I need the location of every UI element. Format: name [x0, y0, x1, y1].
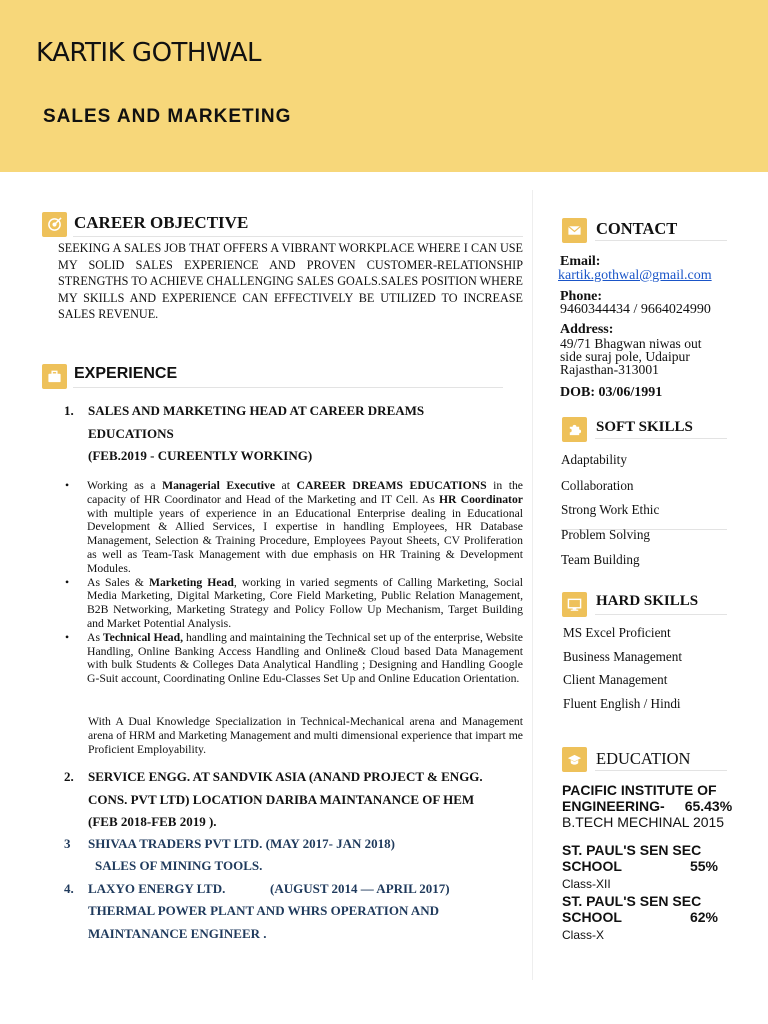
job-4-period: (AUGUST 2014 — APRIL 2017)	[270, 881, 450, 896]
career-objective-heading: CAREER OBJECTIVE	[74, 213, 249, 232]
list-item: • As Sales & Marketing Head, working in varied segments of Calling Marketing, Social Media Marketing, Digital Marketing, Core Field Marketing, Public Relation Management, B2B Networking, Marketing Strategy and Policy Follow Up Mechanism, Target Building and Market Potential Analysis.	[63, 576, 523, 631]
monitor-icon	[562, 592, 587, 617]
job-2-title-cont: CONS. PVT LTD) LOCATION DARIBA MAINTANANCE OF HEM	[88, 791, 475, 807]
list-item: Collaboration	[561, 478, 634, 493]
soft-skills-heading: SOFT SKILLS	[596, 419, 693, 435]
job-4-number: 4.	[64, 881, 74, 896]
section-divider	[595, 240, 727, 241]
envelope-icon	[562, 218, 587, 243]
career-objective-text: SEEKING A SALES JOB THAT OFFERS A VIBRANT WORKPLACE WHERE I CAN USE MY SOLID SALES EXPERIENCE AND PROVEN CUSTOMER-RELATIONSHIP STRENGTHS TO ACHIEVE CHALLENGING SALES GOALS.SALES POSITION WHERE MY SKILLS AND EXPERIENCE CAN EFFECTIVELY BE UTILIZED TO INCREASE SALES REVENUE.	[58, 241, 523, 321]
address-line-2: side suraj pole, Udaipur	[560, 348, 690, 364]
email-label: Email:	[560, 254, 601, 269]
list-item: Problem Solving	[561, 527, 651, 542]
phone-label: Phone:	[560, 288, 602, 304]
contact-heading: CONTACT	[596, 219, 678, 238]
dob: DOB: 03/06/1991	[560, 385, 663, 401]
address-line-1: 49/71 Bhagwan niwas out	[560, 335, 702, 351]
puzzle-icon	[562, 417, 587, 442]
education-entry-1: PACIFIC INSTITUTE OF ENGINEERING- 65.43% B.TECH MECHINAL 2015	[562, 782, 733, 830]
list-item: Team Building	[561, 552, 640, 567]
job-1-title-cont: EDUCATIONS	[88, 425, 174, 441]
education-entry-3: ST. PAUL'S SEN SEC SCHOOL 62% Class-X	[562, 893, 718, 942]
education-entry-2: ST. PAUL'S SEN SEC SCHOOL 55% Class-XII	[562, 842, 718, 891]
list-item: • Working as a Managerial Executive at CAREER DREAMS EDUCATIONS in the capacity of HR Coordinator and Head of the Marketing and IT Cell. As HR Coordinator with multiple years of experience in an Educational Enterprise dealing in Educational Development & Allied Services, I expertise in handling Employees, HR Database Management, Selection & Training Procedure, Employees Payout Sheets, CV Proliferation as well as Team-Task Management with due emphasis on HR Training & Development Modules.	[63, 479, 523, 576]
job-2-number: 2.	[64, 769, 74, 784]
section-divider	[73, 236, 523, 237]
job-2-header	[88, 766, 528, 834]
list-item: • As Technical Head, handling and maintaining the Technical set up of the enterprise, Website Handling, Online Banking Access Handling and Online& Cloud based Data Management with bulk Students & Colleges Data Analytical Handling ; Designing and Handling Google G-Suit account, Coordinating Online Edu-Classes Set Up and Online Education Orientation.	[63, 631, 523, 686]
section-divider	[595, 614, 727, 615]
hard-skills-heading: HARD SKILLS	[596, 593, 699, 609]
list-item: Business Management	[563, 649, 683, 664]
briefcase-icon	[42, 364, 67, 389]
list-item: Fluent English / Hindi	[563, 696, 681, 711]
job-2-period: (FEB 2018-FEB 2019 ).	[88, 814, 217, 829]
section-divider	[595, 438, 727, 439]
job-2-title: SERVICE ENGG. AT SANDVIK ASIA (ANAND PROJECT & ENGG.	[88, 769, 483, 784]
education-heading: EDUCATION	[596, 749, 691, 768]
job-1-number: 1.	[64, 403, 74, 418]
target-icon	[42, 212, 67, 237]
job-1-header	[88, 400, 528, 468]
section-divider	[73, 387, 503, 388]
header-band	[0, 0, 768, 172]
list-item: Adaptability	[561, 452, 627, 467]
section-divider	[595, 770, 727, 771]
list-item: Strong Work Ethic	[561, 502, 660, 517]
candidate-role: SALES AND MARKETING	[43, 106, 292, 127]
job-4-title: THERMAL POWER PLANT AND WHRS OPERATION AND	[88, 903, 440, 918]
address-line-3: Rajasthan-313001	[560, 361, 659, 377]
column-divider	[532, 190, 533, 980]
graduation-cap-icon	[562, 747, 587, 772]
candidate-name: KARTIK GOTHWAL	[36, 38, 262, 68]
job-4-company: LAXYO ENERGY LTD.	[88, 881, 226, 896]
job-1-title: SALES AND MARKETING HEAD AT CAREER DREAMS	[88, 403, 425, 418]
address-label: Address:	[560, 322, 614, 338]
list-item: Client Management	[563, 672, 668, 687]
list-item: MS Excel Proficient	[563, 625, 671, 640]
phone-value: 9460344434 / 9664024990	[560, 302, 711, 318]
job-1-summary: With A Dual Knowledge Specialization in Technical-Mechanical arena and Management arena of HRM and Marketing Management and multi dimensional experience that impart me Proficient Employability.	[88, 715, 523, 756]
job-3-subtitle: SALES OF MINING TOOLS.	[95, 858, 263, 873]
job-3-title: SHIVAA TRADERS PVT LTD. (MAY 2017- JAN 2018)	[88, 836, 395, 851]
job-1-period: (FEB.2019 - CUREENTLY WORKING)	[88, 448, 313, 463]
job-3-number: 3	[64, 836, 71, 851]
email-link[interactable]: kartik.gothwal@gmail.com	[558, 267, 712, 283]
job-1-bullets	[63, 479, 523, 686]
contact-details	[560, 256, 740, 400]
job-4-title-cont: MAINTANANCE ENGINEER .	[88, 926, 267, 941]
experience-heading: EXPERIENCE	[74, 365, 178, 382]
